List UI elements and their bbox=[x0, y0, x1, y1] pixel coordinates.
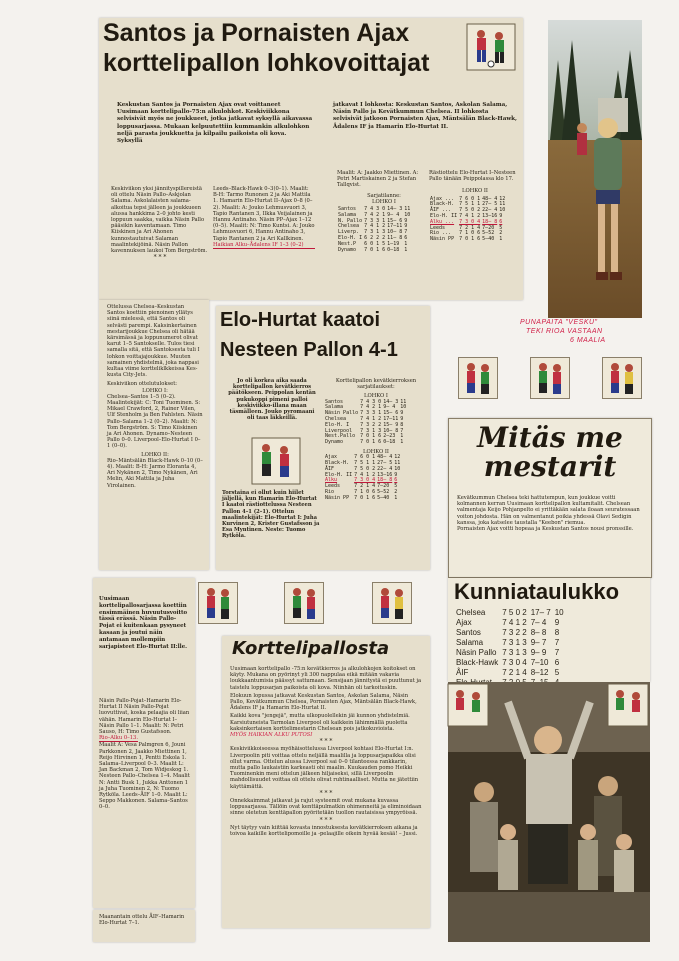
column-2-text: Leeds–Black-Hawk 0–3(0–1). Maalit: B-H: Tarmo Runonen 2 ja Aki Mattila 1. Hamarin Elo-Hurtat II–Ajax 0–8 (0–2). Maalit: A: Jouko Lehmusvuori 3, Tapio Rantanen 3, Ilkka Veijalainen ja Hannu Antinaho. Näsin PP–Ajax 1–12 (0–5). Maalit: N: Timo Kuntsi. A: Jouko Lehmusvuori 6, Hannu Antinaho 3, Tapio Rantanen 2 ja Ari Kallkinen. bbox=[213, 186, 315, 242]
huvuutus-body bbox=[99, 698, 191, 904]
table-cell: Nest.Pallo bbox=[325, 433, 356, 440]
table-cell: 9 bbox=[499, 213, 503, 219]
table-cell: 22– 4 bbox=[482, 207, 498, 214]
table-cell: 7–20 bbox=[377, 483, 390, 490]
table-cell: 7 bbox=[554, 648, 560, 657]
table-cell: 17–11 bbox=[387, 223, 403, 230]
table-cell: Ajax bbox=[456, 618, 472, 627]
table-cell: Ajax ... bbox=[430, 195, 455, 202]
table-cell: 7 0 1 6 bbox=[364, 246, 386, 253]
table-cell: 1 bbox=[394, 494, 398, 501]
korttelipallosta-p2: Elokuun lopussa jatkavat Keskustan Santos, Askolan Salama, Näsin Pallo, Kevätkummun Chelsea, Pornaisten Ajax, Mäntsälän Black-Hawk, Ådalens IF ja Hamarin Elo-Hurtat II. bbox=[230, 692, 417, 712]
korttelipallosta-red: MYÖS HAIKIAN ALKU PUTOSI bbox=[230, 732, 313, 739]
mestarit-body bbox=[457, 495, 645, 575]
player-thumb-1 bbox=[458, 357, 498, 399]
table-cell: 7 3 1 3 bbox=[360, 427, 382, 434]
table-cell: 12 bbox=[394, 454, 401, 461]
lohko-2-label: LOHKO II bbox=[462, 188, 488, 195]
table-cell: 9 bbox=[400, 416, 404, 422]
table-cell: 7–20 bbox=[482, 224, 495, 231]
table-cell: 0–18 bbox=[383, 439, 396, 446]
table-cell: 9 bbox=[404, 217, 408, 224]
mestarit-text: Kevätkummun Chelsea teki hattutempun, kun joukkue voitti kolmannen kerran Uusimaan korttelipallon kultamitalit. Chelsean valmentaja Keijo Pohjanpelto ei yrittäkään salata iloaan seuratessaan voiton johdosta. Hän on valmentanut poikia yhdessä Olavi Sedigin kanssa, joka katselee taustalla "Keebon" riemua. bbox=[457, 495, 640, 526]
table-cell: 10– 8 bbox=[383, 427, 399, 434]
table-cell: 9 bbox=[404, 223, 408, 230]
table-cell: 15– 9 bbox=[383, 421, 399, 428]
article-korttelipallosta bbox=[222, 636, 430, 928]
table-cell: 7 3 2 2 bbox=[360, 421, 382, 428]
table-cell: Chelsea bbox=[338, 223, 360, 230]
table-cell: 1–19 bbox=[387, 240, 400, 247]
table-cell: 7– 4 bbox=[530, 618, 547, 627]
mestarit-line-1: Mitäs me bbox=[477, 421, 623, 454]
table-cell: 7 bbox=[554, 638, 560, 647]
table-cell: Black-Hawk bbox=[456, 658, 499, 667]
highlight-rio-alku: Rio–Alku 0–13. bbox=[99, 735, 138, 742]
table-cell: 9– 4 bbox=[387, 211, 400, 218]
elo-hurtat-lead: Jo oli korkea aika saada korttelipallon kevätkierros päätökseen. Peippolan kentän pukukoppi pimeni palloi keskiviikko-illana maan täsmälleen. Jouko pyromaani oli taas läkkeillä. bbox=[228, 378, 316, 422]
korttelipallosta-p5: Onnekkaimmat jatkavat ja rajut systeemit ovat mukana kuvassa loppusarjassa. Tällöin ovat kenttäpulmatkin ohimenneitä ja eliminoidaan sinne oletetun kenttäpallon pyöritetään tuollon rautaisissa ympyröissä. bbox=[230, 798, 422, 817]
article-mestarit bbox=[448, 418, 652, 578]
table-cell: 7 5 0 2 bbox=[459, 207, 481, 214]
table-cell: 7 4 2 1 bbox=[364, 211, 386, 218]
table-cell: Chelsea bbox=[456, 608, 486, 617]
table-cell: Näsin PP bbox=[325, 494, 350, 501]
table-cell: 13–16 bbox=[377, 471, 393, 478]
table-cell: Näsin PP bbox=[430, 236, 455, 243]
table-cell: 7–10 bbox=[530, 658, 549, 667]
table-cell: Leeds bbox=[430, 224, 446, 231]
table-cell: 5 bbox=[499, 224, 503, 231]
table-cell: 1 bbox=[400, 433, 404, 440]
table-cell: Santos bbox=[456, 628, 481, 637]
table-cell: 7 4 1 2 bbox=[502, 618, 527, 627]
table-cell: 15– 6 bbox=[387, 217, 403, 224]
table-cell: 9 bbox=[554, 618, 560, 627]
table-cell: 7 4 1 2 bbox=[360, 416, 382, 422]
table-cell: 14– 3 bbox=[387, 206, 403, 213]
article-huvuutusvoitto bbox=[93, 578, 195, 908]
standings-title: Sarjatilanne: bbox=[367, 192, 401, 199]
player-thumb-2 bbox=[530, 357, 570, 399]
column-4-text: Rästiottelu Elo-Hurtat I–Nesteen Pallo tänään Peippolassa klo 17. bbox=[429, 170, 516, 183]
table-cell: 7 3 0 4 bbox=[459, 218, 481, 225]
table-cell: 9– 9 bbox=[530, 648, 547, 657]
table-cell: 17– 7 bbox=[530, 608, 551, 617]
huvuutus-footer: Maanantain ottelu ÅIF–Hamarin Elo-Hurtat 7–1. bbox=[99, 914, 185, 927]
table-cell: 10 bbox=[404, 211, 411, 218]
table-cell: Dynamo bbox=[338, 246, 357, 253]
table-row bbox=[429, 237, 506, 243]
table-cell: 1 bbox=[499, 236, 503, 243]
korttelipallosta-p1: Uusimaan korttelipallo -75:n kevätkierros ja alkulohkojen koitokset on käyty. Mukana on pyörinyt yli 300 nappulaa eikä mitään vakavia loukkaantumisia päässyt sattumaan. Sensijaan jännitystä ei puuttunut ja taistelu loppusarjan paikoista oli kova. Niinhän oli tarkoituskin. bbox=[230, 666, 422, 691]
table-cell: 10 bbox=[394, 465, 401, 472]
table-cell: 11 bbox=[394, 459, 401, 466]
standings-table-1 bbox=[337, 207, 411, 253]
results-heading: Keskiviikon ottelutulokset: bbox=[107, 381, 178, 388]
table-cell: 5–52 bbox=[482, 230, 495, 237]
huvuutus-text-2: Maalit A: Vesa Palmgren 6, Jouni Parkkonen 2, Jaakko Miettinen 1, Reijo Hirvinen 1, Pentti Eskola 1. Salama–Liverpool 0–3. Maalit L: Jan Backman 2, Tom Widjeskog 1. Nesteen Pallo–Chelsea 1–4. Maalit N: Antti Busk 1, Jukka Anttonen 1 ja Juha Tuominen 2, N: Tuomo Rytköla. Leeds–ÅIF 1–0. Maalit L: Seppo Makkonen. Salama–Santos 0–0. bbox=[99, 742, 190, 811]
table-cell: Rio bbox=[325, 488, 335, 495]
table-cell: Elo-H. I bbox=[338, 235, 363, 241]
table-cell: 7 5 1 1 bbox=[354, 459, 376, 466]
results-lohko-2-text: Rio–Mäntsälän Black-Hawk 0–10 (0–4). Maalit: B-H: Jarmo Eloranta 4, Ari Nykänen 2, Timo Nykänen, Ari Melin, Aki Mattila ja Juha Virolainen. bbox=[107, 457, 203, 489]
table-cell: 8– 8 bbox=[530, 628, 547, 637]
note-line-1: PUNAPAITA "VESKU" bbox=[520, 319, 598, 326]
results-lohko-1-text: Chelsea–Santos 1–5 (0–2). Maalintekijät: C: Toni Tuominen. S: Mikael Crawford, 2, Rainer Vilen, Ulf Stenholm ja Ben Fahlsten. Näsin Pallo–Salama 1–2 (0–2). Maalit: N: Tom Bergström. S: Timo Kiiskinen ja Ari Ahonen. Dynamo–Nesteen Pallo 0–0. Liverpool–Elo-Hurtat I 0–1 (0–0). bbox=[107, 393, 203, 450]
table-cell: 14– 3 bbox=[383, 398, 399, 405]
korttelipallosta-body: Uusimaan korttelipallo -75:n kevätkierros ja alkulohkojen koitokset on käyty. Mukana on pyörinyt yli 300 nappulaa eikä mitään vakavia loukkaantumisia päässyt sattumaan. Sensijaan jännitystä ei puuttunut ja taistelu loppusarjan paikoista oli kova. Niinhän oli tarkoituskin. Elokuun lopussa jatkavat Keskustan Santos, Askolan Salama, Näsin Pallo, Kevätkummun Chelsea, Pornaisten Ajax, Mäntsälän Black-Hawk, Ådalens IF ja Hamarin Elo-Hurtat II. Kaikki kova "jengejä", mutta ulkopuolellekin jäi kunnon yhdistelmiä. Karsiutuneista Tarmolan Liverpool oli kaikkein lähimmällä puoletta kaksinkertaisen korttelimestarin Chelsean pois jatkokuvioista. MYÖS HAIKIAN ALKU PUTOSI * * * Keskiviikkoiseessa myöhäisottelussa Liverpool kohtasi Elo-Hurtat I:n. Liverpoolin piti voittaa ottelu neljällä maalilla ja loppusarjapaikka olisi ollut varma. Ottelun alussa Liverpool sai 0–0 tilanteessa rankkarin, mutta pallo laukaistiin karkeasti ohi maalin. Kuukauden pomo Heikki Tuominenkin meni ottelun jälkeen hiljaiseksi, sillä Liverpoolin mahdollisuudet voittaa oli ottelu olivat ruhtinaalliset. Mutta ne jätettiin käyttämättä. * * * Onnekkaimmat jatkavat ja rajut systeemit ovat mukana kuvassa loppusarjassa. Tällöin ovat kenttäpulmatkin ohimenneitä ja eliminoidaan sinne oletetun kenttäpallon pyöritetään tuollon rautaisissa ympyröissä. * * * Nyt täytyy vain kiittää kovasta innostuksesta kevätkierroksen aikana ja toivoa kaikille korttelipomoille ja -pelaajille oikein hyvää kesää! – Jussi. bbox=[230, 666, 422, 838]
table-cell: 5–40 bbox=[377, 494, 390, 501]
table-cell: 9– 4 bbox=[383, 404, 396, 411]
player-thumb-3 bbox=[602, 357, 642, 399]
table-cell: 6 0 1 5 bbox=[364, 240, 386, 247]
headline-santos-ajax bbox=[103, 20, 463, 77]
table-cell: 7 1 0 6 bbox=[459, 230, 481, 237]
table-cell: 1 bbox=[404, 246, 408, 253]
table-cell: 7 3 2 2 bbox=[502, 628, 527, 637]
table-cell: 7 4 2 1 bbox=[360, 404, 382, 411]
mestarit-text-2: Pornaisten Ajax voitti hopeaa ja Keskustan Santos nousi pronssille. bbox=[457, 526, 634, 533]
column-2 bbox=[213, 186, 315, 298]
table-cell: Black-H. bbox=[430, 201, 455, 208]
table-cell: 11– 8 bbox=[387, 235, 403, 241]
table-cell: 7 5 0 2 bbox=[502, 608, 527, 617]
table-cell: 6 bbox=[394, 477, 398, 484]
table-cell: 7 bbox=[400, 427, 404, 434]
table-cell: 2 bbox=[499, 230, 503, 237]
table-cell: 6 bbox=[554, 658, 560, 667]
lead-left: Keskustan Santos ja Pornaisten Ajax ovat voittaneet Uusimaan korttelipallo-75:n alkulohkot. Keskiviikkona selvisivät myös ne joukkueet, jotka jatkavat syksyllä aikavassa loppusarjassa. Mukaan kelpuutettiin kummankin alkulohkon neljä parasta joukkuetta ja kilpailu paikoista oli kova. Syksyllä bbox=[117, 102, 313, 145]
table-cell: 8 bbox=[554, 628, 560, 637]
table-cell: ÅIF bbox=[325, 465, 335, 472]
table-cell: Ajax bbox=[325, 454, 338, 461]
table-cell: Näsin Pallo bbox=[325, 410, 359, 417]
table-cell: 7 5 0 2 bbox=[354, 465, 376, 472]
kunniataulukko-table bbox=[454, 608, 566, 688]
note-line-3: 6 MAALIA bbox=[570, 337, 606, 344]
headline-line-2: korttelipallon lohkovoittajat bbox=[103, 49, 430, 78]
table-cell: Leeds bbox=[325, 483, 341, 490]
table-cell: 9 bbox=[400, 410, 404, 417]
table-cell: ÅIF ... bbox=[430, 207, 452, 214]
table-cell: 1 bbox=[404, 240, 408, 247]
table-row bbox=[454, 668, 566, 678]
table-cell: Rio ... bbox=[430, 230, 452, 237]
table-cell: 7 3 3 1 bbox=[360, 410, 382, 417]
article-huvuutus-foot bbox=[93, 910, 195, 942]
table-cell: 22– 4 bbox=[377, 465, 393, 472]
headline-elo-hurtat-2: Nesteen Pallon 4-1 bbox=[220, 339, 398, 361]
results-lohko-1: LOHKO I: bbox=[142, 387, 168, 394]
table-cell: 7 4 1 2 bbox=[354, 471, 376, 478]
table-row bbox=[324, 440, 407, 446]
headline-mestarit bbox=[455, 423, 645, 482]
table-cell: 8–12 bbox=[530, 668, 549, 677]
table-cell: Black-H. bbox=[325, 459, 350, 466]
table-cell: N. Pallo bbox=[338, 217, 363, 224]
table-cell: 5–40 bbox=[482, 236, 495, 243]
table-cell: 7 2 1 4 bbox=[459, 224, 481, 231]
table-cell: 7 4 1 2 bbox=[459, 213, 481, 219]
headline-kunniataulukko: Kunniataulukko bbox=[454, 579, 620, 604]
table-cell: 7 2 1 4 bbox=[354, 483, 376, 490]
table-cell: 2 bbox=[394, 488, 398, 495]
table-cell: 10 bbox=[400, 404, 407, 411]
column-1: Keskiviikon yksi jännityspillereistä oli ottelu Näsin Pallo–Askjolan Salama. Askolalaisten salama-alkoitua tepsi jälleen ja joukkueen alussa hankkima 2–0 johto kesti loppuun saakka, vaikka Näsin Pallo pääsikin kaventamaan. Timo Kiiskinen ja Ari Ahonen kunnostautuivat Salaman maalintekijöinä. Näsin Pallon kavennuksen laukoi Tom Bergström. * * * bbox=[111, 186, 208, 262]
table-row bbox=[454, 638, 566, 648]
player-illustration-2 bbox=[252, 438, 300, 484]
table-cell: 7 0 1 6 bbox=[459, 236, 481, 243]
table-cell: 7 3 3 1 bbox=[364, 217, 386, 224]
table-cell: 7 6 0 1 bbox=[354, 454, 376, 461]
table-cell: Santos bbox=[325, 398, 344, 405]
table-cell: 7 bbox=[404, 229, 408, 236]
table-cell: 10– 8 bbox=[387, 229, 403, 236]
table-cell: 6 bbox=[499, 218, 503, 225]
player-illustration bbox=[467, 24, 515, 70]
korttelipallosta-p6: Nyt täytyy vain kiittää kovasta innostuksesta kevätkierroksen aikana ja toivoa kaikille korttelipomoille ja -pelaajille oikein hyvää kesää! – Jussi. bbox=[230, 824, 418, 838]
table-cell: 48– 4 bbox=[377, 454, 393, 461]
table-cell: 7 3 1 3 bbox=[502, 638, 527, 647]
player-thumb-4 bbox=[198, 582, 238, 624]
table-cell: 11 bbox=[404, 206, 411, 213]
lohko-1-label: LOHKO I bbox=[372, 198, 396, 205]
lead-right: jatkavat I lohkosta: Keskustan Santos, Askolan Salama, Näsin Pallo ja Kevätkummun Chelsea. II lohkosta selvisivät jatkoon Pornaisten Ajax, Mäntsälän Black-Hawk, Ådalens IF ja Hamarin Elo-Hurtat II. bbox=[333, 102, 517, 130]
table-cell: 6 bbox=[404, 235, 408, 241]
table-cell: 17–11 bbox=[383, 416, 399, 422]
huvuutus-text: Näsin Pallo-Pojat–Hamarin Elo-Hurtat II Näsin Pallo-Pojat luovuttivat, koska pelaajia oli liian vähän. Hamarin Elo-Hurtat I–Näsin Pallo 1–1. Maalit: N: Petri Sauso, H: Timo Gustafsson. bbox=[99, 698, 190, 736]
elo-hurtat-standings bbox=[324, 378, 428, 568]
table-cell: 2–23 bbox=[383, 433, 396, 440]
article-kunniataulukko bbox=[448, 578, 650, 682]
table-cell: Näsin Pallo bbox=[456, 648, 497, 657]
table-row bbox=[454, 608, 566, 618]
table-cell: 7 3 0 4 bbox=[502, 658, 527, 667]
table-cell: 10 bbox=[499, 207, 506, 214]
column-3 bbox=[337, 170, 431, 298]
results-lohko-2: LOHKO II: bbox=[141, 451, 169, 458]
highlight-alku-aif: Haikian Alku–Ådalens IF 1–3 (0–2) bbox=[213, 242, 315, 249]
table-cell: 48– 4 bbox=[482, 195, 498, 202]
table-row bbox=[324, 496, 401, 502]
column-4 bbox=[429, 170, 521, 298]
huvuutus-lead: Uusimaan korttelipallosarjassa koettiin ensimmäinen huvuutusvoitto tässä erässä. Näsin Pallo-Pojat ei kuitenkaan pysyneet kasaan ja joutui näin antamaan mollempiin sarjapisteet Elo-Hurtat II:lle. bbox=[99, 596, 188, 650]
table-cell: 7 6 0 1 bbox=[459, 195, 481, 202]
article-elo-hurtat bbox=[216, 306, 430, 570]
elo-hurtat-caption: Torstaina ei ollut kuin hiilet jäljellä, kun Hamarin Elo-Hurtat I kaatoi rästiottelussa Nesteen Pallon 4–1 (2–1). Ottelun maalintekijät: Elo-Hurtat I: Juha Kurvinen 2, Krister Gustafsson ja Esa Myntinen. Neste: Tuomo Rytköla. bbox=[222, 490, 320, 540]
table-cell: 0–18 bbox=[387, 246, 400, 253]
table-cell: Liverp. bbox=[338, 229, 360, 236]
table-cell: 11 bbox=[499, 201, 506, 208]
table-row bbox=[454, 618, 566, 628]
table-cell: Elo-H. II bbox=[430, 213, 458, 219]
table-cell: 8 bbox=[400, 421, 404, 428]
table-row bbox=[337, 248, 411, 254]
table-cell: 7 2 1 4 bbox=[502, 668, 527, 677]
table-cell: Elo-H. II bbox=[325, 471, 353, 478]
photo-boy-running bbox=[548, 20, 642, 318]
table-cell: 7 0 1 6 bbox=[360, 439, 382, 446]
table-cell: 27– 5 bbox=[377, 459, 393, 466]
mestarit-line-2: mestarit bbox=[483, 450, 617, 484]
headline-elo-hurtat-1: Elo-Hurtat kaatoi bbox=[220, 309, 381, 331]
note-line-2: TEKI RIOA VASTAAN bbox=[526, 328, 603, 335]
table-cell: Chelsea bbox=[325, 416, 347, 422]
table-cell: 7 0 1 6 bbox=[354, 494, 376, 501]
player-thumb-6 bbox=[372, 582, 412, 624]
table-cell: 7 5 1 1 bbox=[459, 201, 481, 208]
table-row bbox=[454, 648, 566, 658]
table-cell: Salama bbox=[325, 404, 344, 411]
standings-table-2 bbox=[429, 197, 506, 243]
table-cell: 7 0 1 6 bbox=[360, 433, 382, 440]
handwritten-note bbox=[520, 318, 660, 345]
table-row bbox=[454, 628, 566, 638]
table-cell: 7 3 1 3 bbox=[502, 648, 527, 657]
table-cell: 9– 7 bbox=[530, 638, 547, 647]
photo-team-celebration bbox=[448, 682, 650, 942]
table-cell: Nest.P bbox=[338, 240, 357, 247]
table-cell: 7 4 3 0 bbox=[364, 206, 386, 213]
table-cell: 11 bbox=[400, 398, 407, 405]
table-cell: 1 bbox=[400, 439, 404, 446]
table-cell: 9 bbox=[394, 471, 398, 478]
table-cell: Dynamo bbox=[325, 439, 344, 446]
table-cell: 5 bbox=[394, 483, 398, 490]
table-cell: 12 bbox=[499, 195, 506, 202]
article-santos-ajax bbox=[99, 18, 523, 300]
table-cell: 5–52 bbox=[377, 488, 390, 495]
table-cell: 18– 8 bbox=[482, 218, 498, 225]
player-thumb-5 bbox=[284, 582, 324, 624]
standings-lohko-1: LOHKO I bbox=[364, 393, 388, 400]
table-cell: 7 3 0 4 bbox=[354, 477, 376, 484]
table-cell: ÅIF bbox=[456, 668, 469, 677]
table-cell: 7 4 3 0 bbox=[360, 398, 382, 405]
table-cell: 13–16 bbox=[482, 213, 498, 219]
korttelipallosta-p3: Kaikki kova "jengejä", mutta ulkopuolellekin jäi kunnon yhdistelmiä. Karsiutuneista Tarmolan Liverpool oli kaikkein lähimmällä puoletta kaksinkertaisen korttelimestarin Chelsean pois jatkokuvioista. bbox=[230, 713, 410, 732]
korttelipallosta-p4: Keskiviikkoiseessa myöhäisottelussa Liverpool kohtasi Elo-Hurtat I:n. Liverpoolin piti voittaa ottelu neljällä maalilla ja loppusarjapaikka olisi ollut varma. Ottelun alussa Liverpool sai 0–0 tilanteessa rankkarin, mutta pallo laukaistiin karkeasti ohi maalin. Kuukauden pomo Heikki Tuominenkin meni ottelun jälkeen hiljaiseksi, sillä Liverpoolin mahdollisuudet voittaa oli ottelu olivat ruhtinaalliset. Mutta ne jätettiin käyttämättä. bbox=[230, 746, 419, 790]
table-row bbox=[454, 658, 566, 668]
elo-standings-table-2 bbox=[324, 455, 401, 501]
standings-heading: Korttelipallon kevätkierroksen sarjatilaukset: bbox=[335, 378, 417, 391]
column-1-text: Keskiviikon yksi jännityspillereistä oli ottelu Näsin Pallo–Askjolan Salama. Askolalaisten salama-alkoitua tepsi jälleen ja joukkueen alussa hankkima 2–0 johto kesti loppuun saakka, vaikka Näsin Pallo pääsikin kaventamaan. Timo Kiiskinen ja Ari Ahonen kunnostautuivat Salaman maalintekijöinä. Näsin Pallon kavennuksen laukoi Tom Bergström. bbox=[111, 186, 208, 255]
table-cell: 27– 5 bbox=[482, 201, 498, 208]
table-cell: 10 bbox=[554, 608, 564, 617]
column-3-text: Maalit: A: Jaakko Miettinen. A: Petri Martiskainen 2 ja Stefan Tallqvist. bbox=[337, 170, 419, 189]
chelsea-santos-text: Ottelussa Chelsea–Keskustan Santos koettiin pienoinen yllätys siinä mielessä, että Santos oli selvästi parempi. Kaksinkertainen mestarijoukkue Chelsea oli hätää kärsimässä ja loppunumerot olivat karut 1–5 Santokselle. Tulos tiesi samalla sitä, että Santoksesta tuli I lohkon voittajajoukkue. Muuten samainen yhdistelmä, joka nappasi kultaa viime kortteliklkkeissa Kes-kusta City-Jets. bbox=[107, 304, 200, 379]
standings-lohko-2: LOHKO II bbox=[363, 448, 389, 455]
table-cell: Salama bbox=[338, 211, 357, 218]
table-cell: 6 2 2 2 bbox=[364, 235, 386, 241]
elo-standings-table-1 bbox=[324, 400, 407, 446]
table-cell: Liverpool bbox=[325, 427, 353, 434]
headline-korttelipallosta: Korttelipallosta bbox=[232, 638, 390, 659]
article-santos-ajax-continuation bbox=[99, 300, 209, 570]
table-cell: 7 1 0 6 bbox=[354, 488, 376, 495]
table-cell: 7 3 1 3 bbox=[364, 229, 386, 236]
table-cell: 7 4 1 2 bbox=[364, 223, 386, 230]
table-cell: 15– 6 bbox=[383, 410, 399, 417]
table-cell: Salama bbox=[456, 638, 484, 647]
table-cell: 18– 8 bbox=[377, 477, 393, 484]
headline-line-1: Santos ja Pornaisten Ajax bbox=[103, 19, 410, 47]
table-cell: Alku bbox=[325, 477, 338, 484]
table-cell: Santos bbox=[338, 206, 357, 213]
table-cell: Elo-H. I bbox=[325, 421, 350, 428]
table-cell: Alku ... bbox=[430, 218, 455, 225]
table-cell: 5 bbox=[554, 668, 560, 677]
